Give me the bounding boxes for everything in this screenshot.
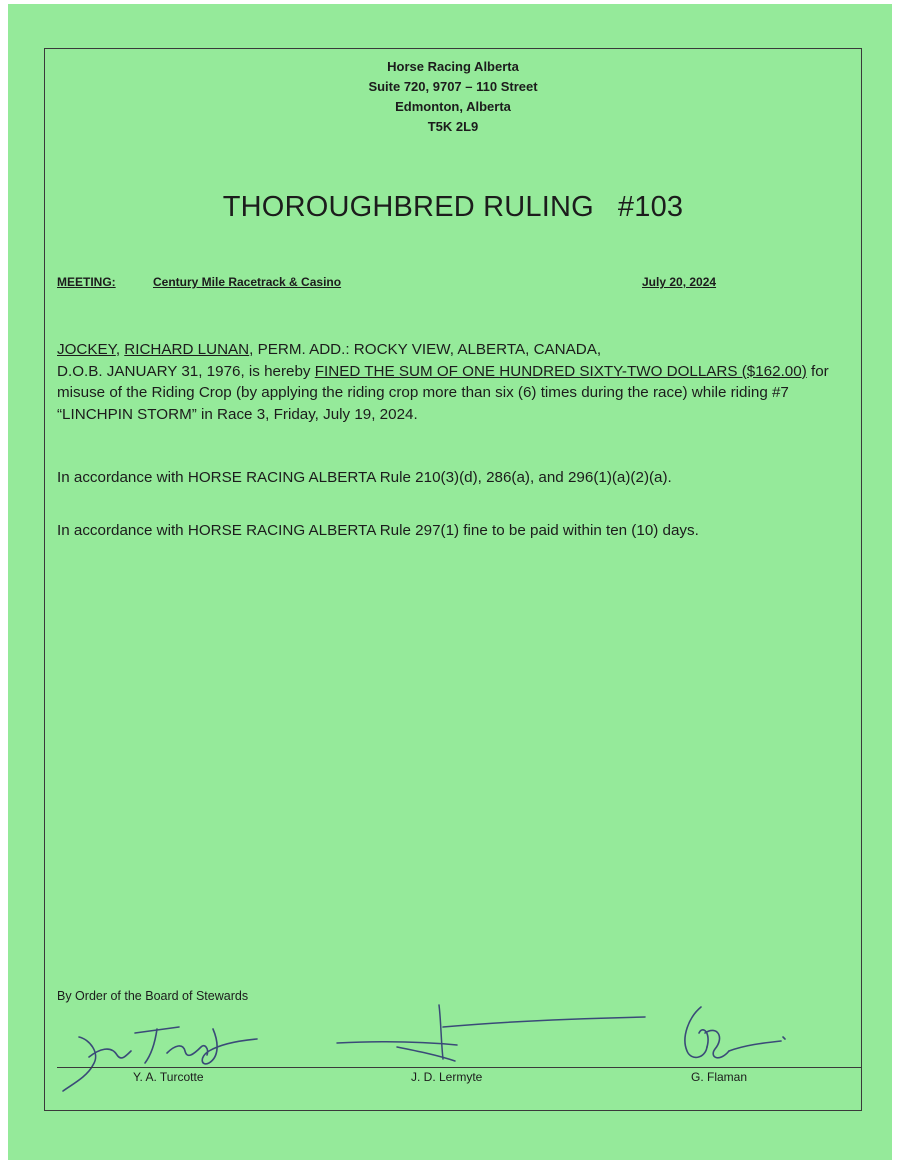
document-border bbox=[44, 48, 862, 1111]
steward-name-flaman: G. Flaman bbox=[691, 1070, 748, 1084]
meeting-date: July 20, 2024 bbox=[642, 275, 717, 289]
org-city: Edmonton, Alberta bbox=[395, 99, 511, 114]
jockey-address: , PERM. ADD.: ROCKY VIEW, ALBERTA, CANADA, bbox=[249, 341, 602, 358]
org-address: Suite 720, 9707 – 110 Street bbox=[368, 79, 538, 94]
ruling-title bbox=[45, 191, 861, 224]
org-postal: T5K 2L9 bbox=[427, 119, 479, 134]
signature-line bbox=[57, 1067, 861, 1068]
jockey-dob: D.O.B. JANUARY 31, 1976, is hereby bbox=[57, 362, 315, 380]
stewards-caption: By Order of the Board of Stewards bbox=[57, 989, 249, 1003]
lermyte-signature bbox=[337, 1001, 647, 1071]
ruling-document bbox=[8, 4, 892, 1160]
rule-reference-2: In accordance with HORSE RACING ALBERTA Rule 297(1) fine to be paid within ten (10) days. bbox=[57, 522, 699, 539]
meeting-venue: Century Mile Racetrack & Casino bbox=[153, 275, 342, 289]
meeting-label: MEETING: bbox=[57, 275, 116, 289]
ruling-number: #103 bbox=[617, 191, 684, 223]
ruling-paragraph bbox=[57, 339, 857, 425]
rule-reference-1: In accordance with HORSE RACING ALBERTA Rule 210(3)(d), 286(a), and 296(1)(a)(2)(a). bbox=[57, 469, 672, 486]
ruling-details: for misuse of the Riding Crop (by applying the riding crop more than six (6) times during the race) while riding #7 “LINCHPIN STORM” in Race 3, Friday, July 19, 2024. bbox=[57, 362, 829, 423]
org-name: Horse Racing Alberta bbox=[387, 59, 519, 74]
jockey-name: RICHARD LUNAN bbox=[124, 341, 250, 358]
steward-name-lermyte: J. D. Lermyte bbox=[411, 1070, 483, 1084]
fine-amount: FINED THE SUM OF ONE HUNDRED SIXTY-TWO DOLLARS ($162.00) bbox=[314, 362, 807, 380]
ruling-title-text: THOROUGHBRED RULING bbox=[222, 191, 594, 223]
steward-name-turcotte: Y. A. Turcotte bbox=[133, 1070, 204, 1084]
ruling-role: JOCKEY bbox=[57, 341, 116, 358]
ruling-sep: , bbox=[115, 341, 125, 358]
